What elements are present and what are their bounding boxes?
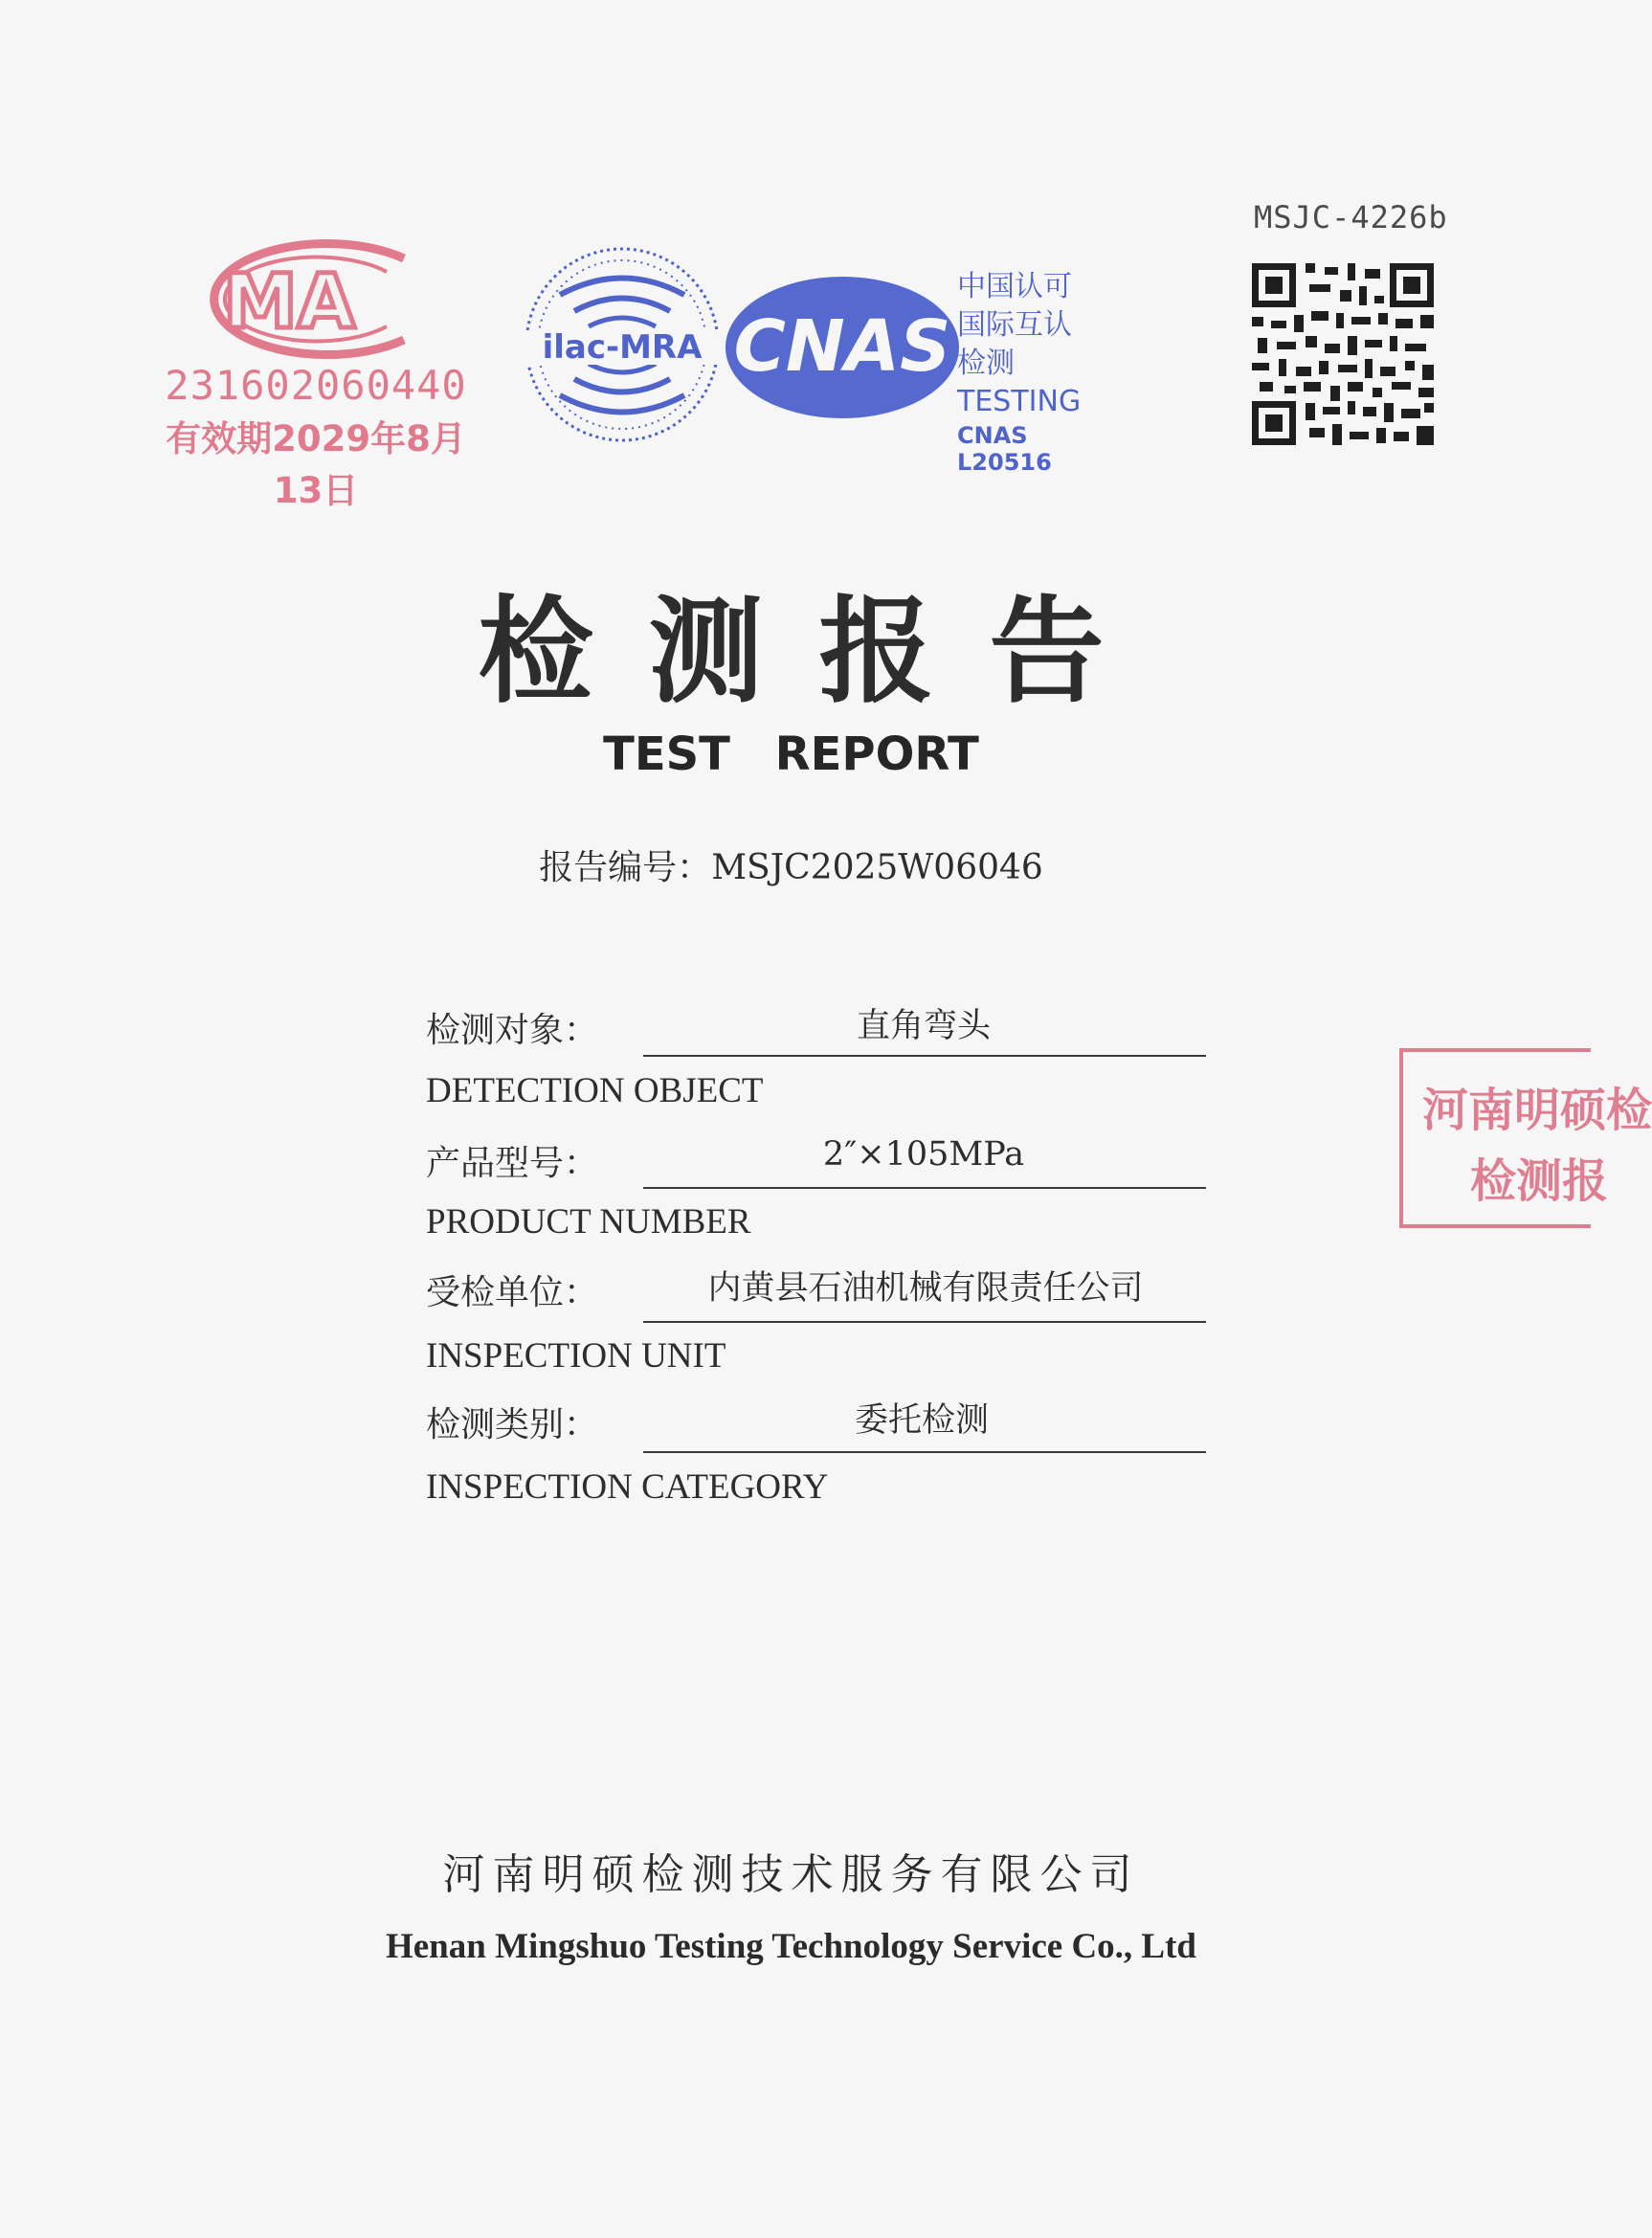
- product-number-value: 2″×105MPa: [822, 1135, 1025, 1174]
- inspection-category-underline: [643, 1451, 1206, 1453]
- detection-object-label-zh: 检测对象：: [426, 1011, 599, 1050]
- detection-object-underline: [643, 1055, 1206, 1057]
- cnas-line-2: 国际互认: [957, 308, 1072, 342]
- report-number-value: MSJC2025W06046: [711, 848, 1043, 887]
- report-title-en: TEST REPORT: [603, 727, 979, 781]
- detection-object-value: 直角弯头: [856, 1007, 991, 1045]
- inspection-unit-value: 内黄县石油机械有限责任公司: [707, 1269, 1144, 1308]
- cma-validity: 有效期2029年8月13日: [166, 418, 466, 511]
- inspection-unit-label-zh: 受检单位：: [426, 1273, 599, 1312]
- company-seal-stamp: [1399, 1048, 1652, 1228]
- form-code: MSJC-4226b: [1254, 199, 1448, 235]
- cnas-logo-text: CNAS: [733, 305, 951, 388]
- cma-logo-icon: [182, 239, 426, 359]
- report-number-label: 报告编号：: [539, 848, 712, 887]
- cma-logo-text: MA: [223, 259, 355, 346]
- seal-line-1: 河南明硕检: [1422, 1084, 1652, 1137]
- cma-stamp: [158, 239, 474, 511]
- cnas-code: CNAS L20516: [957, 422, 1052, 476]
- cnas-testing: TESTING: [957, 385, 1082, 418]
- product-number-underline: [643, 1187, 1206, 1189]
- cnas-line-3: 检测: [957, 347, 1015, 380]
- seal-line-2: 检测报: [1470, 1154, 1609, 1208]
- inspection-unit-label-en: INSPECTION UNIT: [426, 1336, 726, 1376]
- cnas-line-1: 中国认可: [957, 270, 1072, 303]
- inspection-unit-underline: [643, 1321, 1206, 1323]
- report-title-zh: 检测报告: [478, 584, 1160, 719]
- company-name-en: Henan Mingshuo Testing Technology Service Co., Ltd: [385, 1927, 1197, 1966]
- detection-object-label-en: DETECTION OBJECT: [426, 1071, 764, 1110]
- ilac-mra-logo-icon: [522, 242, 723, 448]
- company-name-zh: 河南明硕检测技术服务有限公司: [442, 1850, 1140, 1899]
- product-number-label-zh: 产品型号：: [426, 1144, 599, 1183]
- inspection-category-label-en: INSPECTION CATEGORY: [426, 1467, 829, 1507]
- ilac-logo-text: ilac-MRA: [542, 328, 703, 367]
- inspection-category-label-zh: 检测类别：: [426, 1405, 599, 1444]
- product-number-label-en: PRODUCT NUMBER: [426, 1202, 751, 1242]
- qr-code-icon: [1252, 263, 1434, 445]
- inspection-category-value: 委托检测: [854, 1401, 989, 1440]
- report-number-row: [0, 840, 1582, 889]
- cnas-caption: [957, 268, 1101, 476]
- cnas-logo-icon: [723, 273, 962, 421]
- cma-number: 231602060440: [165, 362, 467, 409]
